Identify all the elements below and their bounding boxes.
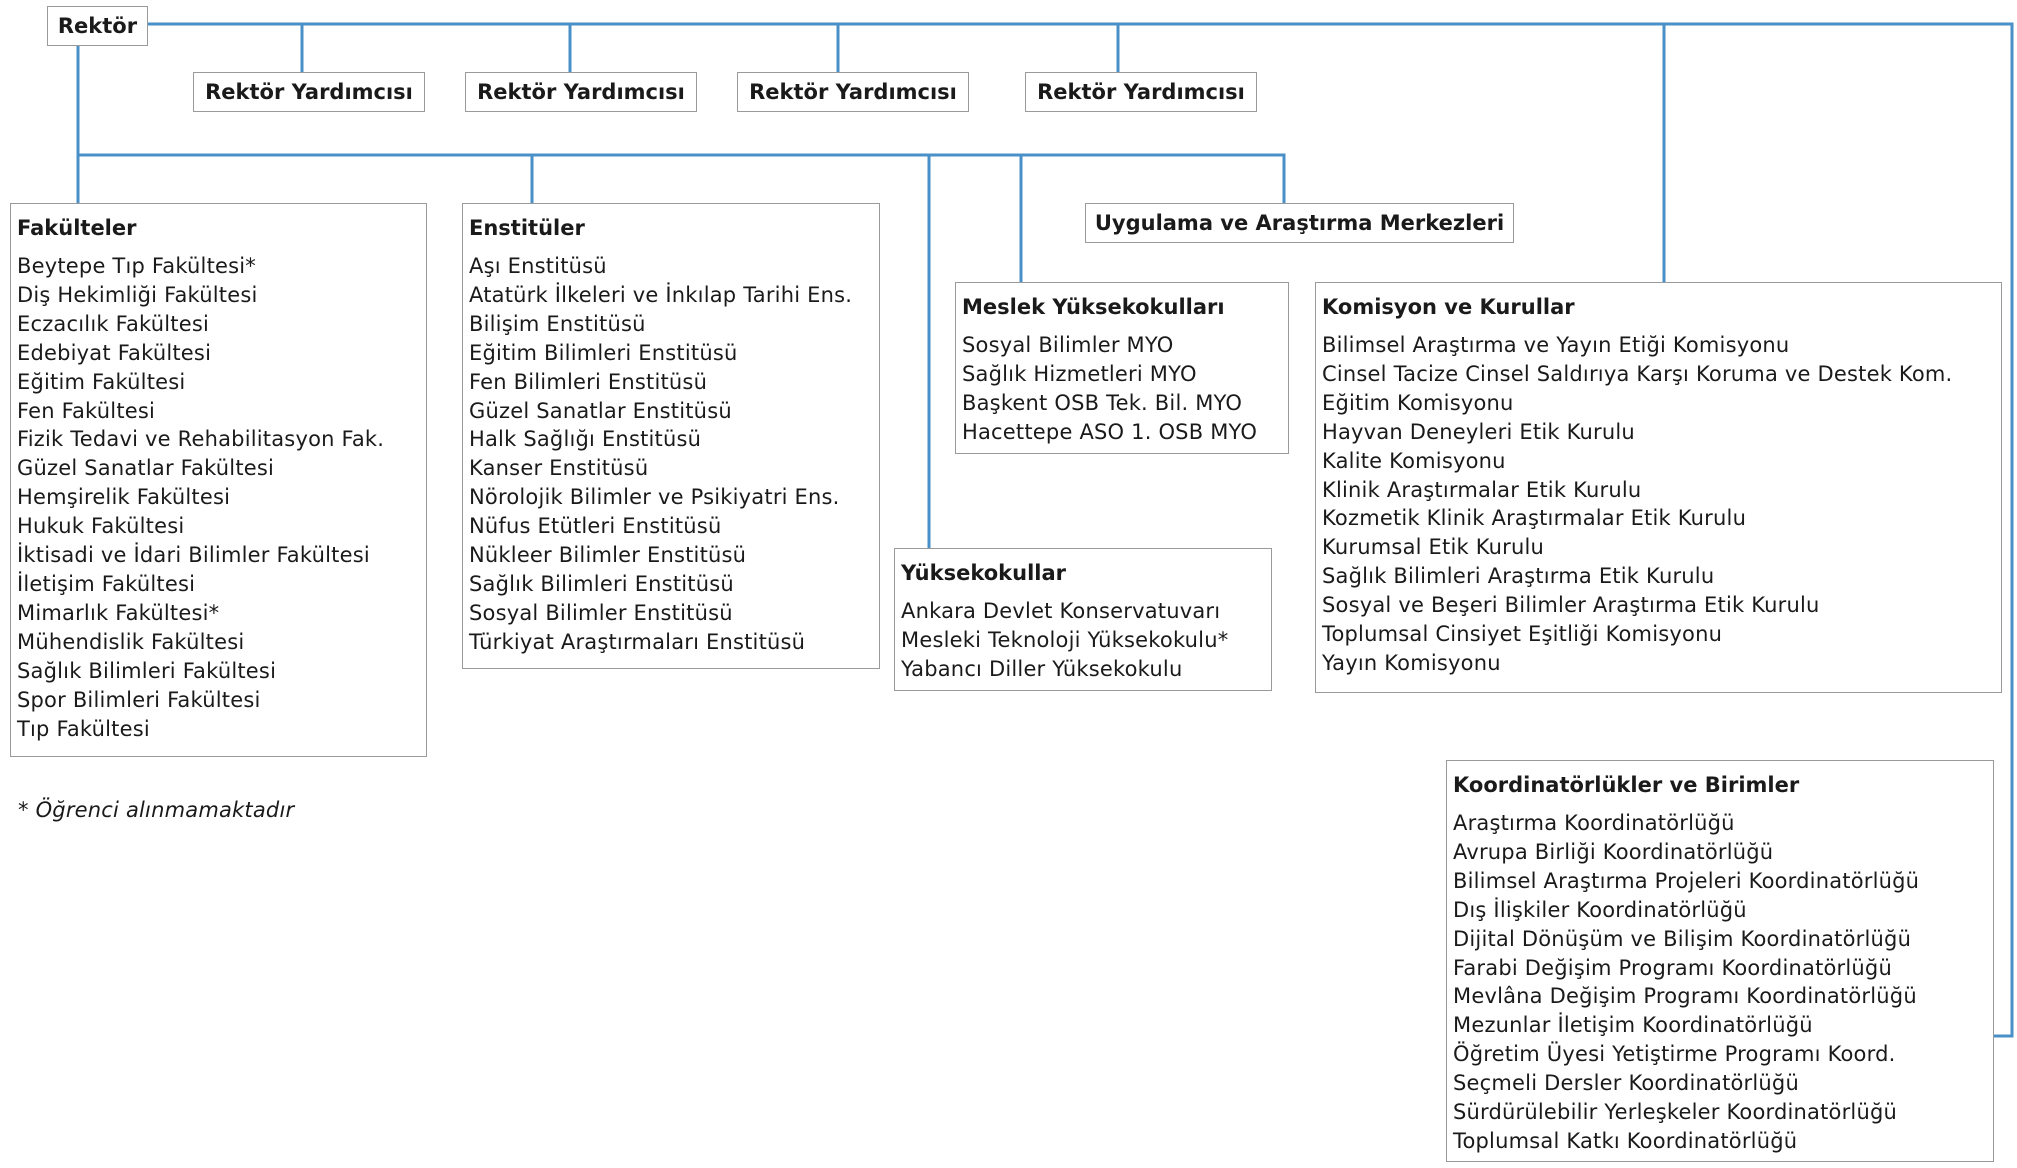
schools-list bbox=[901, 597, 1271, 684]
list-item: Halk Sağlığı Enstitüsü bbox=[469, 427, 702, 452]
list-item: Hukuk Fakültesi bbox=[17, 514, 185, 539]
list-item: Beytepe Tıp Fakültesi* bbox=[17, 254, 257, 278]
vocational-schools-list bbox=[962, 331, 1288, 447]
list-item: Cinsel Tacize Cinsel Saldırıya Karşı Koruma ve Destek Kom. bbox=[1322, 361, 1953, 386]
list-item: Öğretim Üyesi Yetiştirme Programı Koord. bbox=[1453, 1042, 1896, 1067]
rector-box bbox=[47, 6, 148, 46]
coordinators-box bbox=[1446, 760, 1994, 1162]
list-item: Kalite Komisyonu bbox=[1322, 448, 1506, 473]
list-item: Kurumsal Etik Kurulu bbox=[1322, 535, 1545, 560]
list-item: Edebiyat Fakültesi bbox=[17, 340, 212, 365]
list-item: Nükleer Bilimler Enstitüsü bbox=[469, 543, 747, 568]
coordinators-list bbox=[1453, 809, 1993, 1156]
list-item: Fen Fakültesi bbox=[17, 398, 156, 423]
list-item: Bilimsel Araştırma ve Yayın Etiği Komisyonu bbox=[1322, 333, 1790, 357]
institutes-title: Enstitüler bbox=[469, 216, 585, 240]
list-item: Mevlâna Değişim Programı Koordinatörlüğü bbox=[1453, 984, 1917, 1009]
list-item: Dış İlişkiler Koordinatörlüğü bbox=[1453, 897, 1747, 922]
list-item: Atatürk İlkeleri ve İnkılap Tarihi Ens. bbox=[469, 282, 853, 307]
coordinators-title: Koordinatörlükler ve Birimler bbox=[1453, 773, 1800, 797]
institutes-box bbox=[462, 203, 880, 669]
list-item: Sürdürülebilir Yerleşkeler Koordinatörlüğü bbox=[1453, 1100, 1897, 1125]
footnote: * Öğrenci alınmamaktadır bbox=[18, 798, 295, 822]
list-item: Nüfus Etütleri Enstitüsü bbox=[469, 514, 722, 539]
list-item: Spor Bilimleri Fakültesi bbox=[17, 687, 261, 712]
vice-rector-label: Rektör Yardımcısı bbox=[477, 80, 685, 104]
list-item: Sağlık Bilimleri Enstitüsü bbox=[469, 571, 734, 596]
faculties-box bbox=[10, 203, 427, 757]
vice-rector-box-3 bbox=[737, 72, 969, 112]
list-item: Hacettepe ASO 1. OSB MYO bbox=[962, 419, 1258, 444]
list-item: Mesleki Teknoloji Yüksekokulu* bbox=[901, 627, 1229, 652]
research-centers-label: Uygulama ve Araştırma Merkezleri bbox=[1094, 211, 1505, 235]
list-item: Eczacılık Fakültesi bbox=[17, 311, 210, 336]
list-item: Fizik Tedavi ve Rehabilitasyon Fak. bbox=[17, 427, 385, 452]
list-item: Diş Hekimliği Fakültesi bbox=[17, 282, 258, 307]
list-item: Güzel Sanatlar Enstitüsü bbox=[469, 398, 732, 423]
rector-label: Rektör bbox=[57, 14, 138, 38]
list-item: Bilimsel Araştırma Projeleri Koordinatörlüğü bbox=[1453, 868, 1920, 893]
list-item: Sosyal ve Beşeri Bilimler Araştırma Etik Kurulu bbox=[1322, 593, 1820, 618]
vice-rector-box-2 bbox=[465, 72, 697, 112]
faculties-list bbox=[17, 252, 426, 743]
list-item: Bilişim Enstitüsü bbox=[469, 311, 646, 336]
list-item: Mimarlık Fakültesi* bbox=[17, 600, 220, 625]
list-item: Farabi Değişim Programı Koordinatörlüğü bbox=[1453, 955, 1892, 980]
list-item: Araştırma Koordinatörlüğü bbox=[1453, 811, 1735, 835]
list-item: Hayvan Deneyleri Etik Kurulu bbox=[1322, 419, 1635, 444]
vocational-schools-title: Meslek Yüksekokulları bbox=[962, 295, 1225, 319]
commissions-box bbox=[1315, 282, 2002, 693]
list-item: Mezunlar İletişim Koordinatörlüğü bbox=[1453, 1013, 1813, 1038]
list-item: İktisadi ve İdari Bilimler Fakültesi bbox=[17, 543, 370, 568]
commissions-list bbox=[1322, 331, 2001, 678]
list-item: Yayın Komisyonu bbox=[1322, 650, 1501, 675]
list-item: Mühendislik Fakültesi bbox=[17, 629, 245, 654]
connector-academic-bus bbox=[78, 155, 1284, 203]
institutes-list bbox=[469, 252, 879, 657]
list-item: Toplumsal Cinsiyet Eşitliği Komisyonu bbox=[1322, 622, 1723, 647]
list-item: İletişim Fakültesi bbox=[17, 571, 196, 596]
vocational-schools-box bbox=[955, 282, 1289, 454]
list-item: Yabancı Diller Yüksekokulu bbox=[901, 656, 1183, 681]
list-item: Sosyal Bilimler MYO bbox=[962, 333, 1174, 357]
list-item: Türkiyat Araştırmaları Enstitüsü bbox=[469, 629, 806, 654]
list-item: Eğitim Komisyonu bbox=[1322, 390, 1514, 415]
list-item: Seçmeli Dersler Koordinatörlüğü bbox=[1453, 1071, 1799, 1096]
list-item: Kozmetik Klinik Araştırmalar Etik Kurulu bbox=[1322, 506, 1747, 531]
list-item: Dijital Dönüşüm ve Bilişim Koordinatörlüğü bbox=[1453, 926, 1912, 951]
list-item: Toplumsal Katkı Koordinatörlüğü bbox=[1453, 1128, 1798, 1153]
research-centers-box bbox=[1085, 203, 1514, 243]
vice-rector-box-4 bbox=[1025, 72, 1257, 112]
list-item: Avrupa Birliği Koordinatörlüğü bbox=[1453, 839, 1774, 864]
list-item: Sosyal Bilimler Enstitüsü bbox=[469, 600, 733, 625]
list-item: Ankara Devlet Konservatuvarı bbox=[901, 599, 1221, 623]
list-item: Kanser Enstitüsü bbox=[469, 456, 649, 481]
list-item: Sağlık Bilimleri Fakültesi bbox=[17, 658, 277, 683]
vice-rector-label: Rektör Yardımcısı bbox=[205, 80, 413, 104]
list-item: Hemşirelik Fakültesi bbox=[17, 485, 231, 510]
vice-rector-label: Rektör Yardımcısı bbox=[749, 80, 957, 104]
vice-rector-box-1 bbox=[193, 72, 425, 112]
list-item: Sağlık Hizmetleri MYO bbox=[962, 361, 1197, 386]
list-item: Aşı Enstitüsü bbox=[469, 254, 607, 278]
list-item: Başkent OSB Tek. Bil. MYO bbox=[962, 390, 1243, 415]
vice-rector-label: Rektör Yardımcısı bbox=[1037, 80, 1245, 104]
schools-title: Yüksekokullar bbox=[901, 561, 1067, 585]
list-item: Güzel Sanatlar Fakültesi bbox=[17, 456, 275, 481]
list-item: Fen Bilimleri Enstitüsü bbox=[469, 369, 708, 394]
schools-box bbox=[894, 548, 1272, 691]
list-item: Eğitim Bilimleri Enstitüsü bbox=[469, 340, 738, 365]
commissions-title: Komisyon ve Kurullar bbox=[1322, 295, 1575, 319]
list-item: Sağlık Bilimleri Araştırma Etik Kurulu bbox=[1322, 564, 1715, 589]
list-item: Eğitim Fakültesi bbox=[17, 369, 186, 394]
list-item: Nörolojik Bilimler ve Psikiyatri Ens. bbox=[469, 485, 840, 510]
list-item: Tıp Fakültesi bbox=[17, 716, 150, 741]
list-item: Klinik Araştırmalar Etik Kurulu bbox=[1322, 477, 1642, 502]
faculties-title: Fakülteler bbox=[17, 216, 137, 240]
